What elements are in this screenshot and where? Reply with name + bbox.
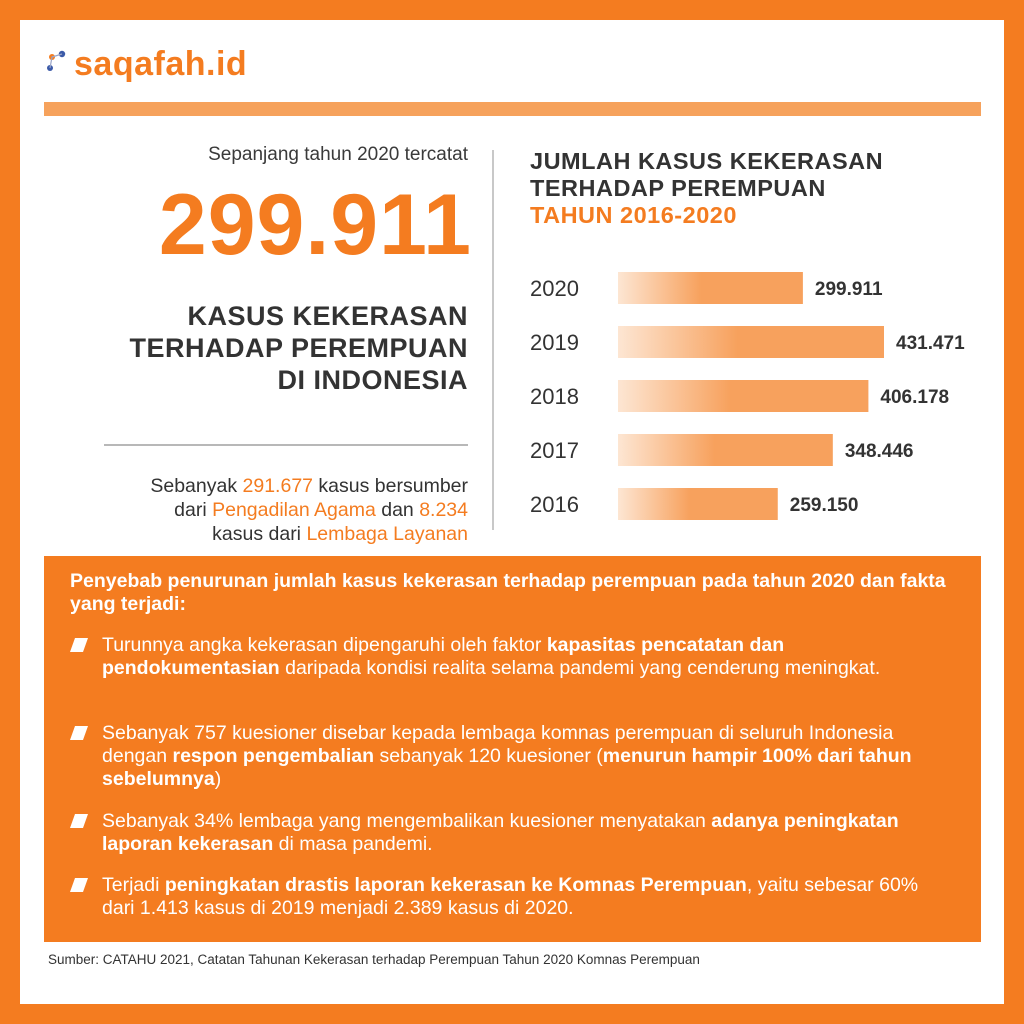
summary-divider bbox=[104, 444, 468, 446]
brand-logo[interactable] bbox=[44, 42, 247, 86]
chart-title-line-1: JUMLAH KASUS KEKERASAN bbox=[530, 148, 884, 174]
intro-text: Sepanjang tahun 2020 tercatat bbox=[208, 144, 468, 165]
reason-text-3 bbox=[102, 810, 950, 856]
chart-subtitle: TAHUN 2016-2020 bbox=[530, 202, 737, 228]
reason-4-t2: , yaitu sebesar 60% dari 1.413 kasus di 2019 menjadi 2.389 kasus di 2020. bbox=[102, 874, 919, 919]
bar-2018 bbox=[618, 380, 868, 412]
reason-2-b2: menurun hampir 100% dari tahun sebelumnya bbox=[102, 745, 912, 790]
reason-1-t1: Turunnya angka kekerasan dipengaruhi oleh faktor bbox=[102, 634, 547, 656]
reason-4-b1: peningkatan drastis laporan kekerasan ke Komnas Perempuan bbox=[164, 874, 747, 896]
bar-2016 bbox=[618, 488, 778, 520]
reason-2-t1: Sebanyak 757 kuesioner disebar kepada lembaga komnas perempuan di seluruh Indonesia dengan bbox=[102, 722, 894, 767]
year-tick-label: 2020 bbox=[530, 276, 579, 301]
source-line-3-a: kasus dari bbox=[212, 523, 307, 545]
religious-court-count: 291.677 bbox=[242, 475, 314, 497]
header-divider bbox=[44, 102, 981, 116]
reason-2-t3: ) bbox=[214, 768, 222, 790]
source-line-3 bbox=[150, 522, 468, 546]
bullet-icon bbox=[70, 726, 88, 740]
bar-value-label: 406.178 bbox=[880, 387, 950, 408]
reason-text-1 bbox=[102, 634, 950, 680]
service-institution-label: Lembaga Layanan bbox=[306, 523, 468, 545]
year-tick-label: 2016 bbox=[530, 492, 579, 517]
reason-2-t2: sebanyak 120 kuesioner ( bbox=[374, 745, 603, 767]
logo-molecule-icon bbox=[44, 47, 70, 81]
reasons-title: Penyebab penurunan jumlah kasus kekerasan terhadap perempuan pada tahun 2020 dan fakta yang terjadi: bbox=[70, 570, 946, 615]
source-line-2 bbox=[150, 498, 468, 522]
reason-item-2 bbox=[70, 722, 950, 791]
bar-2020 bbox=[618, 272, 803, 304]
reason-item-4 bbox=[70, 874, 950, 920]
source-line-2-c: dan bbox=[375, 499, 420, 521]
bullet-icon bbox=[70, 814, 88, 828]
panel-divider bbox=[492, 150, 494, 530]
headline-line-3: DI INDONESIA bbox=[277, 365, 468, 395]
reason-3-b1: adanya peningkatan laporan kekerasan bbox=[102, 810, 899, 855]
chart-title bbox=[530, 148, 883, 229]
bar-value-label: 431.471 bbox=[896, 333, 965, 354]
cases-bar-chart bbox=[520, 260, 990, 550]
year-tick-label: 2019 bbox=[530, 330, 579, 355]
case-source-text bbox=[150, 474, 468, 546]
reason-3-t2: di masa pandemi. bbox=[273, 833, 433, 855]
reason-item-3 bbox=[70, 810, 950, 856]
year-tick-label: 2017 bbox=[530, 438, 579, 463]
source-line-1-a: Sebanyak bbox=[150, 475, 243, 497]
reason-text-4 bbox=[102, 874, 950, 920]
bar-2017 bbox=[618, 434, 833, 466]
source-line-1 bbox=[150, 474, 468, 498]
reasons-panel bbox=[44, 556, 981, 942]
summary-headline bbox=[129, 300, 468, 396]
year-tick-label: 2018 bbox=[530, 384, 579, 409]
bar-2019 bbox=[618, 326, 884, 358]
total-cases-number: 299.911 bbox=[158, 177, 472, 273]
source-line-1-c: kasus bersumber bbox=[313, 475, 468, 497]
reason-4-t1: Terjadi bbox=[102, 874, 165, 896]
reason-1-t2: daripada kondisi realita selama pandemi yang cenderung meningkat. bbox=[279, 657, 881, 679]
service-institution-count: 8.234 bbox=[419, 499, 468, 521]
headline-line-1: KASUS KEKERASAN bbox=[187, 301, 468, 331]
bullet-icon bbox=[70, 878, 88, 892]
bullet-icon bbox=[70, 638, 88, 652]
reason-2-b1: respon pengembalian bbox=[172, 745, 375, 767]
reason-text-2 bbox=[102, 722, 950, 791]
bar-value-label: 259.150 bbox=[789, 495, 859, 516]
reason-item-1 bbox=[70, 634, 950, 680]
headline-line-2: TERHADAP PEREMPUAN bbox=[129, 333, 468, 363]
infographic-card bbox=[20, 20, 1004, 1004]
bar-value-label: 348.446 bbox=[844, 441, 914, 462]
chart-title-line-2: TERHADAP PEREMPUAN bbox=[530, 175, 826, 201]
reason-1-b1: kapasitas pencatatan dan pendokumentasian bbox=[102, 634, 785, 679]
source-footer: Sumber: CATAHU 2021, Catatan Tahunan Kekerasan terhadap Perempuan Tahun 2020 Komnas Perempuan bbox=[48, 952, 700, 967]
reason-3-t1: Sebanyak 34% lembaga yang mengembalikan kuesioner menyatakan bbox=[102, 810, 712, 832]
bar-value-label: 299.911 bbox=[814, 279, 883, 300]
logo-text: saqafah.id bbox=[74, 44, 248, 83]
religious-court-label: Pengadilan Agama bbox=[212, 499, 376, 521]
source-line-2-a: dari bbox=[174, 499, 213, 521]
